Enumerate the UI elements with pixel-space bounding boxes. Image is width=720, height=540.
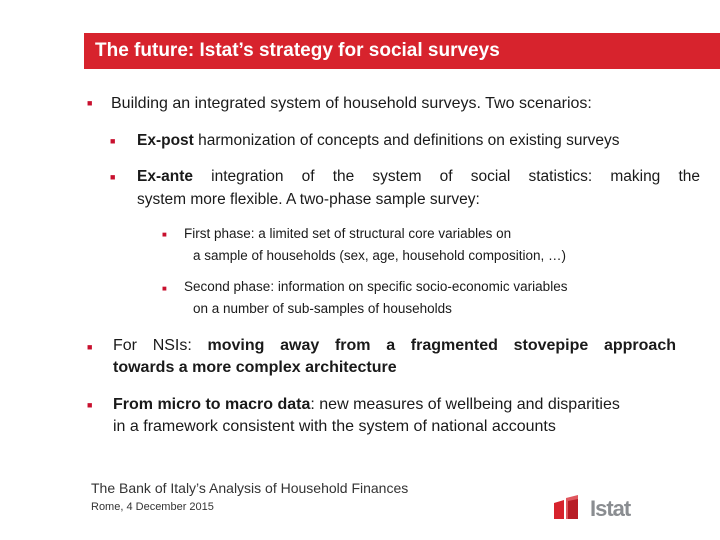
micro-macro-line-2: in a framework consistent with the system of national accounts bbox=[113, 418, 556, 435]
bullet-marker: ■ bbox=[87, 342, 93, 352]
footer-date: Rome, 4 December 2015 bbox=[91, 501, 214, 513]
first-phase-line-2: a sample of households (sex, age, household composition, …) bbox=[193, 248, 566, 263]
bullet-text-integrated-system: Building an integrated system of household surveys. Two scenarios: bbox=[111, 95, 592, 112]
bullet-text-ex-ante bbox=[137, 168, 700, 186]
nsis-prefix: For NSIs: bbox=[113, 337, 208, 354]
bullet-marker: ■ bbox=[87, 98, 93, 108]
ex-ante-description: integration of the system of social statistics: making the bbox=[193, 168, 700, 185]
ex-ante-term: Ex-ante bbox=[137, 168, 193, 185]
nsis-emphasis-1: moving away from a fragmented stovepipe approach bbox=[207, 337, 676, 354]
slide-title: The future: Istat’s strategy for social surveys bbox=[84, 33, 720, 69]
bullet-marker: ■ bbox=[87, 400, 93, 410]
second-phase-line-1: Second phase: information on specific socio-economic variables bbox=[184, 279, 568, 294]
bullet-text-ex-post bbox=[137, 132, 619, 150]
ex-post-description: harmonization of concepts and definitions on existing surveys bbox=[193, 132, 620, 149]
nsis-line-1 bbox=[113, 337, 676, 355]
bullet-text-micro-macro bbox=[113, 396, 620, 414]
ex-ante-line-1 bbox=[137, 168, 700, 186]
istat-logo-text: Istat bbox=[590, 496, 631, 521]
nsis-line-2: towards a more complex architecture bbox=[113, 359, 397, 376]
micro-macro-description: : new measures of wellbeing and disparities bbox=[310, 396, 620, 413]
bullet-marker: ■ bbox=[162, 284, 167, 293]
bullet-marker: ■ bbox=[162, 230, 167, 239]
bullet-marker: ■ bbox=[110, 172, 116, 182]
first-phase-line-1: First phase: a limited set of structural core variables on bbox=[184, 226, 512, 241]
bullet-text-nsis bbox=[113, 337, 676, 355]
ex-ante-line-2: system more flexible. A two-phase sample survey: bbox=[137, 191, 480, 208]
second-phase-line-2: on a number of sub-samples of households bbox=[193, 301, 452, 316]
footer-event-title: The Bank of Italy’s Analysis of Household Finances bbox=[91, 480, 409, 496]
ex-post-term: Ex-post bbox=[137, 132, 194, 149]
bullet-marker: ■ bbox=[110, 136, 116, 146]
micro-macro-term: From micro to macro data bbox=[113, 396, 311, 413]
